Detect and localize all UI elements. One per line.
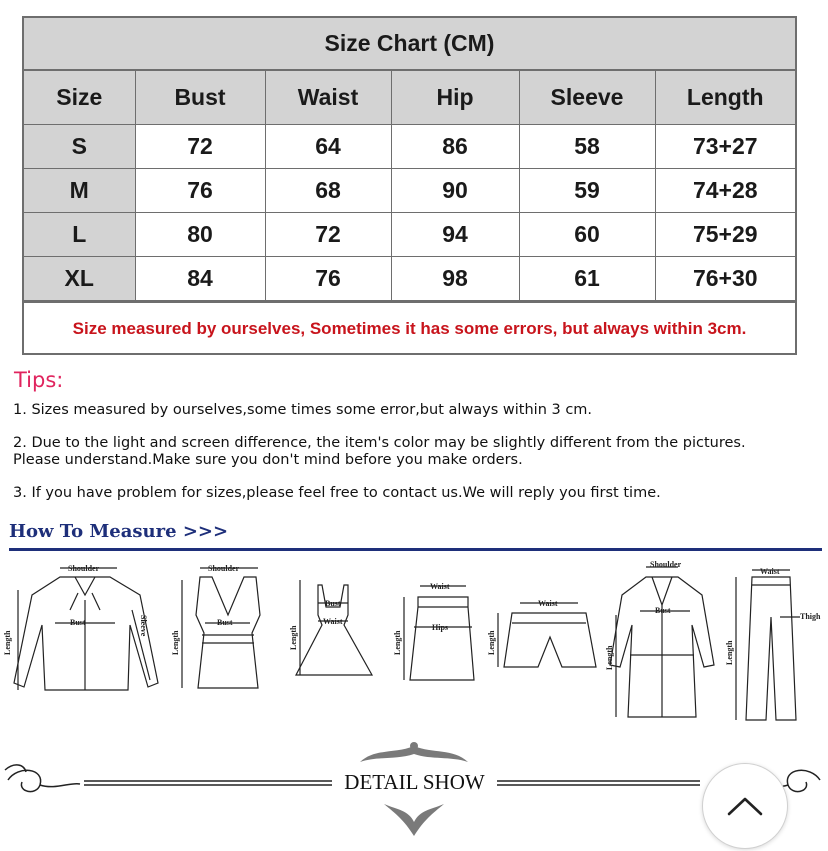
bust-label: Bust	[325, 599, 341, 608]
size-chart	[22, 16, 797, 355]
tips-title: Tips:	[14, 368, 64, 392]
table-cell: 76+30	[655, 256, 795, 300]
chevron-up-icon	[725, 794, 765, 818]
column-header: Size	[24, 71, 135, 124]
table-cell: 76	[265, 256, 391, 300]
bust-label: Bust	[217, 618, 233, 627]
tip-item: 3. If you have problem for sizes,please feel free to contact us.We will reply you first time.	[13, 485, 661, 501]
table-cell: 86	[391, 124, 519, 168]
shoulder-label: Shoulder	[208, 564, 240, 573]
table-cell: 58	[519, 124, 655, 168]
table-cell: 75+29	[655, 212, 795, 256]
thigh-label: Thigh	[800, 612, 821, 621]
length-label: Length	[605, 645, 614, 670]
detail-show-label: DETAIL SHOW	[344, 770, 485, 794]
size-chart-title: Size Chart (CM)	[24, 18, 795, 71]
length-label: Length	[171, 630, 180, 655]
shoulder-label: Shoulder	[650, 560, 682, 569]
waist-label: Waist	[323, 617, 343, 626]
size-cell: L	[24, 212, 135, 256]
length-label: Length	[3, 630, 12, 655]
coat-illustration	[610, 577, 714, 717]
table-cell: 72	[135, 124, 265, 168]
hips-label: Hips	[432, 623, 449, 632]
table-cell: 74+28	[655, 168, 795, 212]
left-flourish	[8, 770, 80, 791]
column-header: Length	[655, 71, 795, 124]
table-row	[24, 124, 795, 168]
table-row	[24, 256, 795, 300]
size-cell: XL	[24, 256, 135, 300]
table-cell: 60	[519, 212, 655, 256]
table-cell: 80	[135, 212, 265, 256]
measure-illustrations	[0, 555, 828, 730]
tip-item: Please understand.Make sure you don't mind before you make orders.	[13, 452, 523, 468]
size-table	[24, 71, 795, 301]
waist-label: Waist	[760, 567, 780, 576]
column-header: Waist	[265, 71, 391, 124]
column-header: Hip	[391, 71, 519, 124]
table-cell: 76	[135, 168, 265, 212]
table-cell: 90	[391, 168, 519, 212]
bust-label: Bust	[655, 606, 671, 615]
length-label: Length	[289, 625, 298, 650]
section-divider-line	[9, 548, 822, 551]
tank-top-illustration	[196, 577, 260, 688]
sleeve-label: Sleeve	[139, 615, 148, 637]
shorts-illustration	[504, 613, 596, 667]
column-header: Sleeve	[519, 71, 655, 124]
length-label: Length	[725, 640, 734, 665]
bust-label: Bust	[70, 618, 86, 627]
table-row	[24, 168, 795, 212]
skirt-illustration	[410, 597, 474, 680]
how-to-measure-title: How To Measure >>>	[9, 521, 229, 542]
table-cell: 59	[519, 168, 655, 212]
tip-item: 2. Due to the light and screen difference, the item's color may be slightly different from the pictures.	[13, 435, 746, 451]
size-cell: S	[24, 124, 135, 168]
table-cell: 84	[135, 256, 265, 300]
size-note: Size measured by ourselves, Sometimes it has some errors, but always within 3cm.	[24, 301, 795, 356]
top-ornament	[360, 742, 468, 762]
waist-label: Waist	[430, 582, 450, 591]
column-header: Bust	[135, 71, 265, 124]
bottom-ornament	[384, 804, 444, 836]
length-label: Length	[393, 630, 402, 655]
table-cell: 98	[391, 256, 519, 300]
scroll-to-top-button[interactable]	[702, 763, 788, 849]
blouse-illustration	[14, 577, 158, 690]
shoulder-label: Shoulder	[68, 564, 100, 573]
table-row	[24, 212, 795, 256]
table-header-row	[24, 71, 795, 124]
table-cell: 73+27	[655, 124, 795, 168]
tip-item: 1. Sizes measured by ourselves,some times some error,but always within 3 cm.	[13, 402, 593, 418]
table-cell: 61	[519, 256, 655, 300]
length-label: Length	[487, 630, 496, 655]
trousers-illustration	[746, 577, 796, 720]
waist-label: Waist	[538, 599, 558, 608]
table-cell: 72	[265, 212, 391, 256]
table-cell: 64	[265, 124, 391, 168]
table-cell: 68	[265, 168, 391, 212]
size-cell: M	[24, 168, 135, 212]
table-cell: 94	[391, 212, 519, 256]
